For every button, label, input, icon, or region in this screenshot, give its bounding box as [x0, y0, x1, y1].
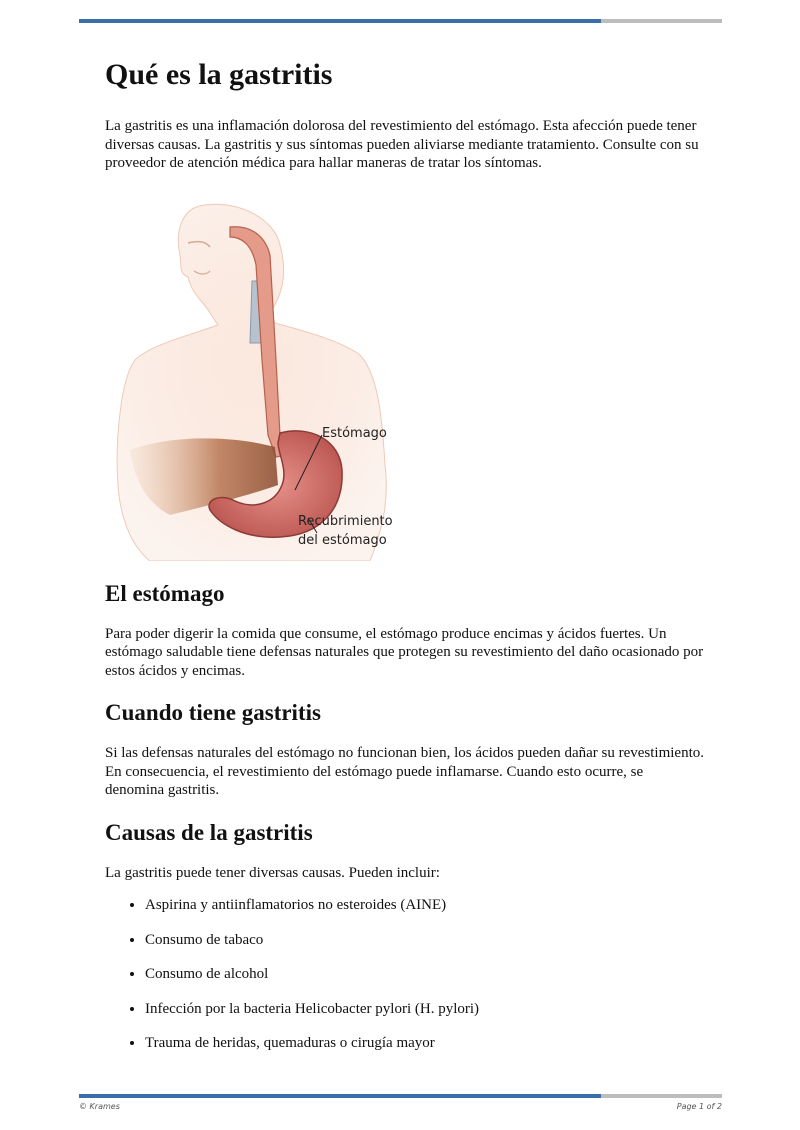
list-item: • Aspirina y antiinflamatorios no esteroides (AINE)	[145, 896, 705, 915]
anatomy-svg	[110, 185, 410, 561]
label-lining-line-2: del estómago	[298, 532, 387, 548]
list-item: • Infección por la bacteria Helicobacter pylori (H. pylori)	[145, 1000, 705, 1019]
list-item: • Trauma de heridas, quemaduras o cirugía mayor	[145, 1034, 705, 1053]
section-text: Para poder digerir la comida que consume, el estómago produce encimas y ácidos fuertes. Un estómago saludable tiene defensas naturales que protegen su revestimiento del daño ocasionado por estos ácidos y encimas.	[105, 625, 704, 679]
intro-paragraph: La gastritis es una inflamación dolorosa del revestimiento del estómago. Esta afección puede tener diversas causas. La gastritis y sus síntomas pueden aliviarse mediante tratamiento. Consulte con su proveedor de atención médica para hallar maneras de tratar los síntomas.	[105, 118, 699, 171]
top-rule-blue	[79, 19, 601, 23]
footer-page-number: Page 1 of 2	[676, 1102, 722, 1111]
footer-copyright: © Krames	[79, 1102, 120, 1111]
document-content	[105, 55, 705, 1069]
section-stomach	[105, 579, 705, 681]
top-rule	[79, 19, 722, 23]
list-item: • Consumo de alcohol	[145, 965, 705, 984]
label-lining-line-1: Recubrimiento	[298, 513, 393, 529]
section-text: Si las defensas naturales del estómago no funcionan bien, los ácidos pueden dañar su revestimiento. En consecuencia, el revestimiento del estómago puede inflamarse. Cuando esto ocurre, se denomina gastritis.	[105, 745, 705, 798]
section-text: La gastritis puede tener diversas causas. Pueden incluir:	[105, 864, 440, 881]
section-heading: El estómago	[105, 580, 225, 606]
bottom-rule-gray	[601, 1094, 722, 1098]
page-title: Qué es la gastritis	[105, 58, 333, 91]
section-when-gastritis	[105, 698, 705, 800]
list-item: • Consumo de tabaco	[145, 931, 705, 950]
top-rule-gray	[601, 19, 722, 23]
causes-list	[105, 896, 705, 1053]
label-stomach: Estómago	[322, 425, 387, 441]
section-heading: Causas de la gastritis	[105, 819, 313, 845]
bottom-rule-blue	[79, 1094, 601, 1098]
section-causes	[105, 818, 705, 1053]
section-heading: Cuando tiene gastritis	[105, 700, 321, 725]
anatomy-illustration	[110, 185, 410, 561]
bottom-rule	[79, 1094, 722, 1098]
